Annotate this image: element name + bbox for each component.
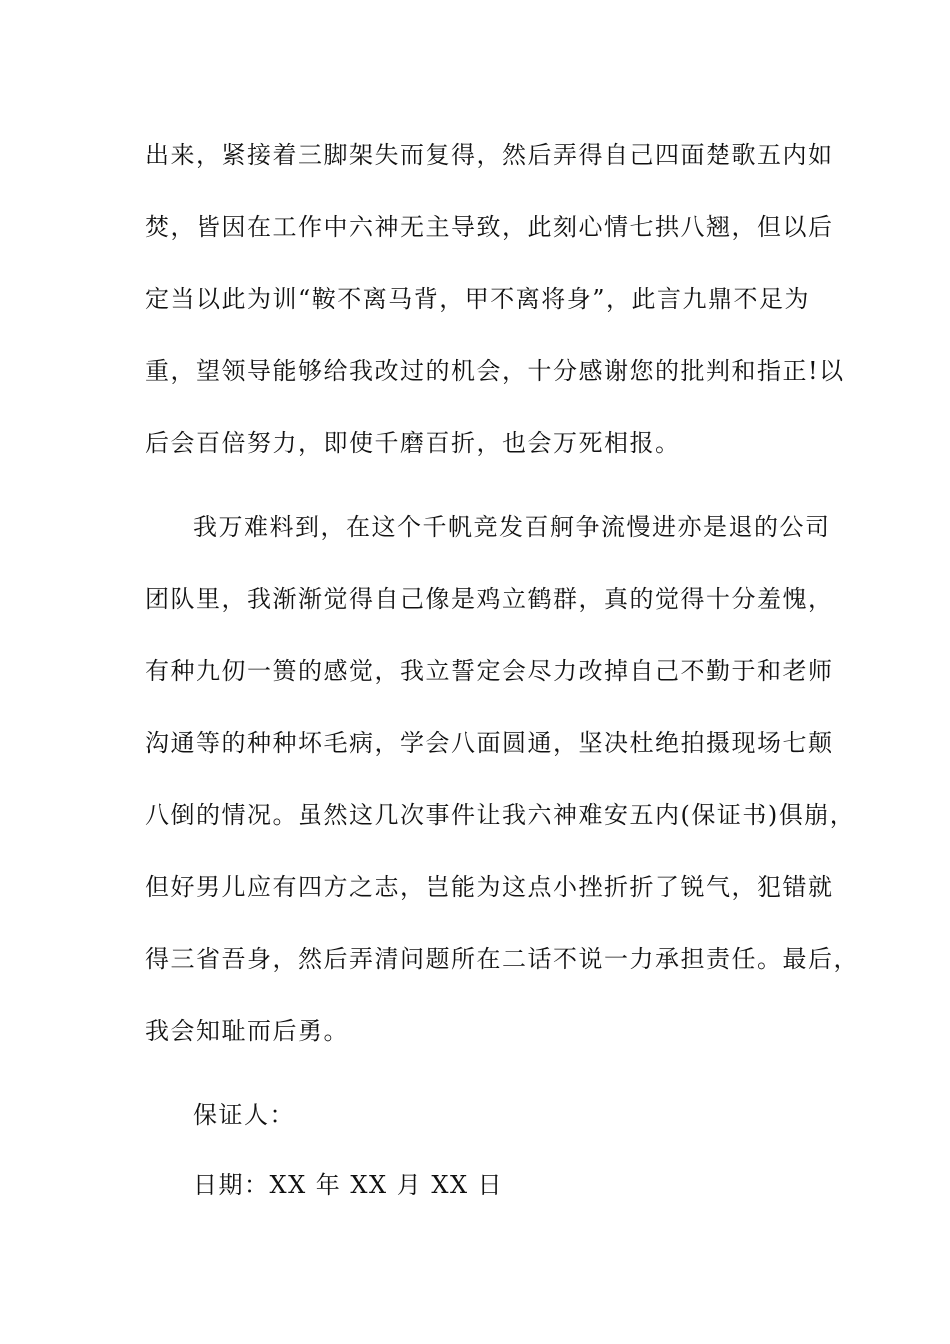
paragraph-2-line-1: 我万难料到，在这个千帆竞发百舸争流慢进亦是退的公司: [193, 513, 831, 541]
paragraph-2-line-2: 团队里，我渐渐觉得自己像是鸡立鹤群，真的觉得十分羞愧，: [145, 585, 834, 613]
paragraph-2-line-6: 但好男儿应有四方之志，岂能为这点小挫折折了锐气，犯错就: [145, 873, 834, 901]
paragraph-1-line-5: 后会百倍努力，即使千磨百折，也会万死相报。: [145, 429, 681, 457]
paragraph-2-line-3: 有种九仞一篑的感觉，我立誓定会尽力改掉自己不勤于和老师: [145, 657, 834, 685]
paragraph-1-line-3: 定当以此为训“鞍不离马背，甲不离将身”，此言九鼎不足为: [145, 285, 811, 313]
guarantor-label: 保证人：: [193, 1101, 295, 1129]
paragraph-2-line-7: 得三省吾身，然后弄清问题所在二话不说一力承担责任。最后，: [145, 945, 859, 973]
paragraph-1-line-4: 重，望领导能够给我改过的机会，十分感谢您的批判和指正!以: [145, 357, 845, 385]
paragraph-2-line-4: 沟通等的种种坏毛病，学会八面圆通，坚决杜绝拍摄现场七颠: [145, 729, 834, 757]
paragraph-2-line-8: 我会知耻而后勇。: [145, 1017, 349, 1045]
date-label: 日期：XX 年 XX 月 XX 日: [193, 1171, 504, 1199]
paragraph-1-line-1: 出来，紧接着三脚架失而复得，然后弄得自己四面楚歌五内如: [145, 141, 834, 169]
paragraph-2-line-5: 八倒的情况。虽然这几次事件让我六神难安五内(保证书)俱崩，: [145, 801, 856, 829]
paragraph-1-line-2: 焚，皆因在工作中六神无主导致，此刻心情七拱八翘，但以后: [145, 213, 834, 241]
